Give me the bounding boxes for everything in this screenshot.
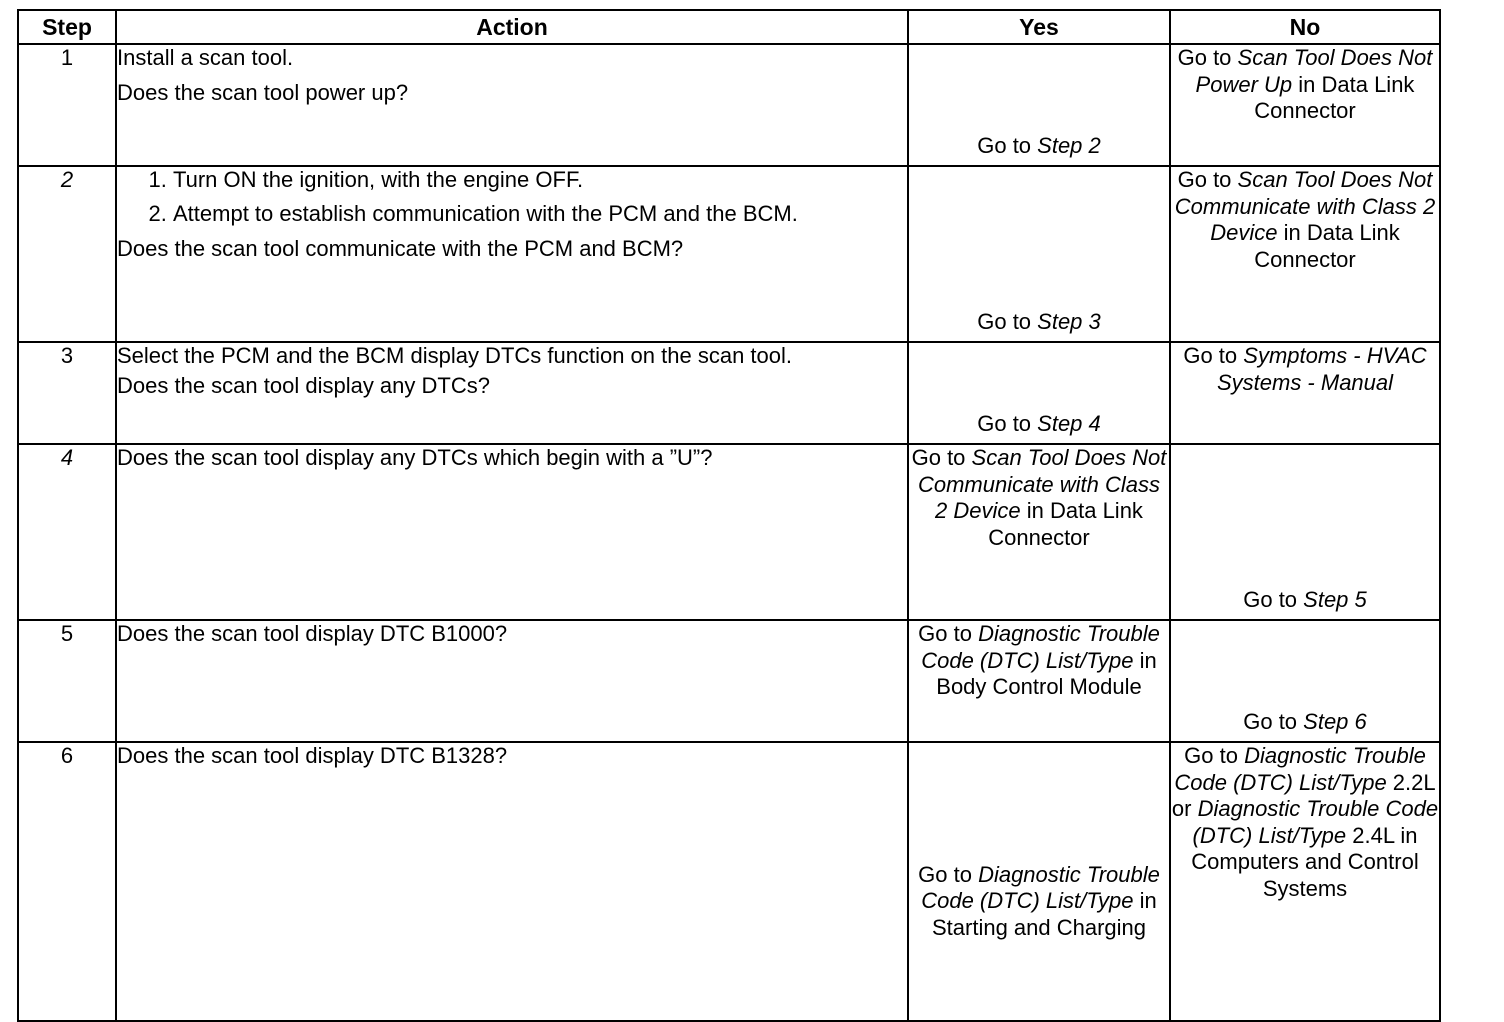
step-number: 3 <box>18 342 116 444</box>
no-mid: 2.2L or <box>1171 769 1436 821</box>
table-row <box>18 166 1440 342</box>
action-cell <box>116 44 908 166</box>
action-cell <box>116 620 908 742</box>
step-number: 1 <box>18 44 116 166</box>
yes-cell <box>908 166 1170 342</box>
action-question: Does the scan tool display any DTCs which begin with a ”U”? <box>117 445 713 470</box>
step-number <box>18 166 116 342</box>
no-cell <box>1170 342 1440 444</box>
no-cell <box>1170 742 1440 1021</box>
action-question: Does the scan tool display DTC B1328? <box>117 743 508 768</box>
yes-cell <box>908 444 1170 620</box>
no-link[interactable]: Symptoms - HVAC Systems - Manual <box>1216 343 1427 395</box>
yes-cell <box>908 44 1170 166</box>
step-number: 6 <box>18 742 116 1021</box>
no-prefix: Go to <box>1177 45 1238 70</box>
yes-prefix: Go to <box>977 410 1038 436</box>
no-link[interactable]: Step 6 <box>1303 708 1367 734</box>
action-text: Install a scan tool. <box>117 45 294 70</box>
yes-link[interactable]: Step 3 <box>1037 308 1101 334</box>
yes-cell <box>908 342 1170 444</box>
table-row <box>18 44 1440 166</box>
no-prefix: Go to <box>1243 708 1304 734</box>
diagnostic-table <box>17 9 1441 1022</box>
action-cell <box>116 342 908 444</box>
yes-cell <box>908 742 1170 1021</box>
action-step-item: 2. Attempt to establish communication with the PCM and the BCM. <box>173 201 907 227</box>
action-cell <box>116 444 908 620</box>
no-prefix: Go to <box>1183 343 1244 368</box>
yes-prefix: Go to <box>918 861 979 887</box>
header-yes: Yes <box>908 10 1170 44</box>
table-row <box>18 742 1440 1021</box>
step-number-text: 4 <box>60 445 74 470</box>
no-cell <box>1170 620 1440 742</box>
step-number <box>18 444 116 620</box>
action-text: Select the PCM and the BCM display DTCs function on the scan tool. <box>117 343 792 368</box>
table-row <box>18 444 1440 620</box>
no-prefix: Go to <box>1177 167 1238 192</box>
step-number: 5 <box>18 620 116 742</box>
step-number-text: 2 <box>60 167 74 192</box>
header-step: Step <box>18 10 116 44</box>
no-suffix: 2.4L in Computers and Control Systems <box>1191 822 1419 901</box>
yes-cell <box>908 620 1170 742</box>
yes-link[interactable]: Diagnostic Trouble Code (DTC) List/Type <box>921 621 1160 673</box>
no-cell <box>1170 44 1440 166</box>
no-suffix: in Data Link Connector <box>1254 220 1400 272</box>
action-question: Does the scan tool display DTC B1000? <box>117 621 508 646</box>
yes-prefix: Go to <box>918 621 979 646</box>
action-cell <box>116 742 908 1021</box>
no-link[interactable]: Diagnostic Trouble Code (DTC) List/Type <box>1174 743 1426 795</box>
yes-link[interactable]: Scan Tool Does Not Communicate with Class 2 Device <box>917 445 1167 523</box>
yes-link[interactable]: Step 2 <box>1037 132 1101 158</box>
yes-link[interactable]: Diagnostic Trouble Code (DTC) List/Type <box>921 861 1160 914</box>
action-question: Does the scan tool display any DTCs? <box>117 373 490 398</box>
yes-link[interactable]: Step 4 <box>1037 410 1101 436</box>
yes-prefix: Go to <box>977 132 1038 158</box>
no-link-2[interactable]: Diagnostic Trouble Code (DTC) List/Type <box>1192 796 1439 848</box>
action-question: Does the scan tool power up? <box>117 80 409 105</box>
header-no: No <box>1170 10 1440 44</box>
yes-suffix: in Data Link Connector <box>988 498 1143 550</box>
yes-prefix: Go to <box>911 445 972 470</box>
action-cell <box>116 166 908 342</box>
no-suffix: in Data Link Connector <box>1254 71 1415 123</box>
action-question: Does the scan tool communicate with the PCM and BCM? <box>117 236 684 261</box>
no-link[interactable]: Step 5 <box>1303 586 1367 612</box>
no-link[interactable]: Scan Tool Does Not Power Up <box>1195 45 1433 97</box>
no-prefix: Go to <box>1184 743 1245 768</box>
no-prefix: Go to <box>1243 586 1304 612</box>
header-row <box>18 10 1440 44</box>
no-link[interactable]: Scan Tool Does Not Communicate with Class 2 Device <box>1174 167 1436 245</box>
table-row <box>18 342 1440 444</box>
action-step-item: 1. Turn ON the ignition, with the engine OFF. <box>173 167 907 193</box>
yes-suffix: in Starting and Charging <box>931 888 1157 940</box>
no-cell <box>1170 166 1440 342</box>
action-steps-list <box>117 167 907 227</box>
no-cell <box>1170 444 1440 620</box>
table-row <box>18 620 1440 742</box>
yes-suffix: in Body Control Module <box>936 647 1157 699</box>
header-action: Action <box>116 10 908 44</box>
yes-prefix: Go to <box>977 308 1038 334</box>
